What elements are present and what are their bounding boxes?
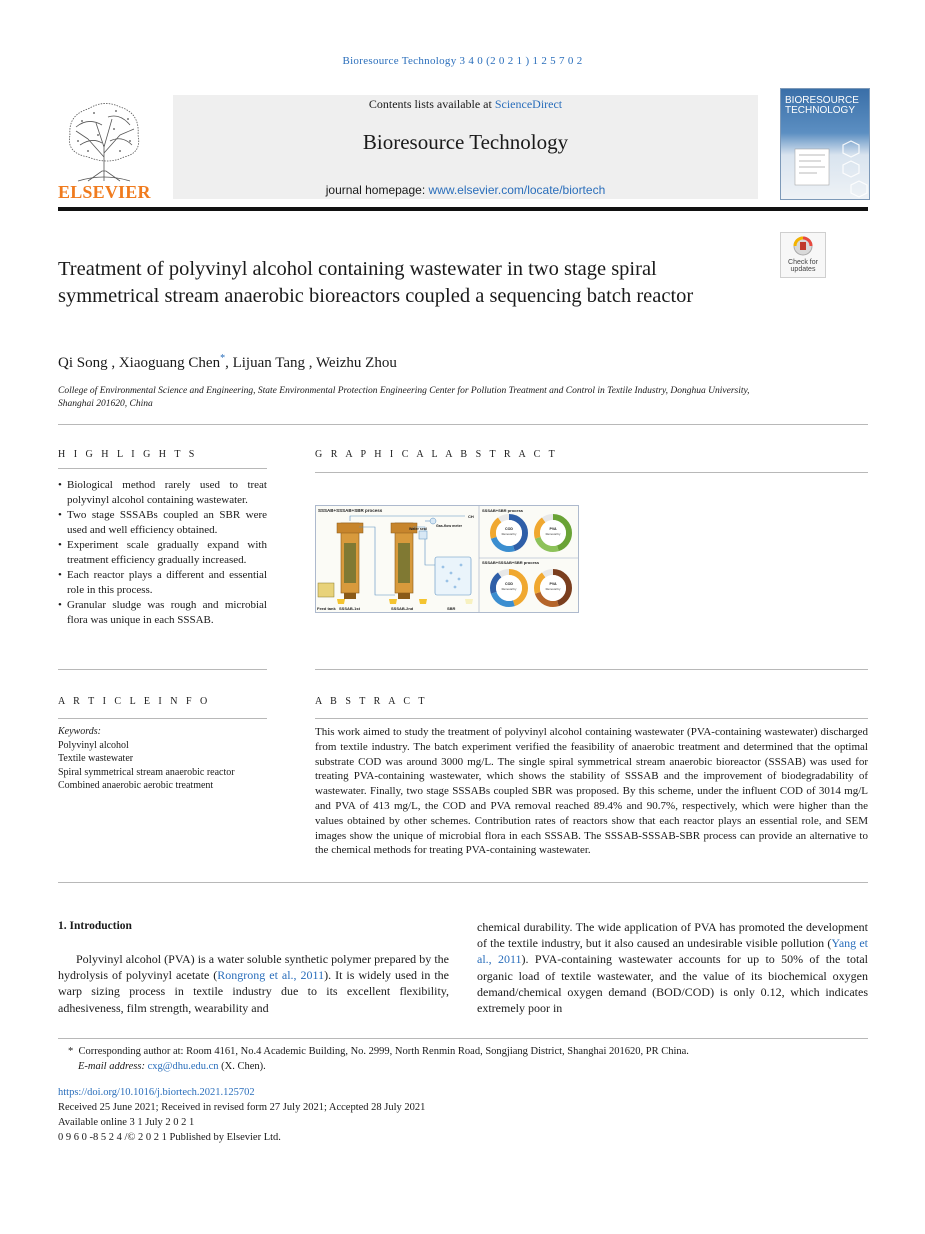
reference-link[interactable]: Rongrong et al., 2011 — [217, 968, 325, 983]
abstract-text: This work aimed to study the treatment of polyvinyl alcohol containing wastewater (PVA-containing wastewater) discharged from textile industry. The batch experiment verified the feasibility of anaerobic treatment and determined that the optimal substrate COD was around 3000 mg/L. The single spiral symmetrical stream anaerobic bioreactor (SSSAB) was used for treating PVA-containing wastewater, which shows the stability of SSSAB and the improvement of biodegradability of wastewater. Finally, two stage SSSABs coupled SBR was proposed. By this scheme, under the influent COD of 3014 mg/L and PVA of 413 mg/L, the COD and PVA removal reached 89.4% and 90.7%, respectively, which were higher than the values obtained by other schemes. Contribution rates of reactors show that each reactor plays an essential role, and SEM images show the unique of microbial flora in each SSSAB. The SSSAB-SSSAB-SBR process can provide an alternative to the chemical methods for treating PVA-containing wastewater. — [315, 726, 868, 857]
highlight-item: • Experiment scale gradually expand with treatment efficiency gradually increased. — [58, 538, 267, 568]
journal-name: Bioresource Technology — [362, 130, 569, 154]
intro-text: ). It is widely used in the warp sizing process in textile industry due to its excellent flexibility, adhesiveness, film strength, wearability and — [58, 968, 450, 1015]
author-affiliation: College of Environmental Science and Engineering, State Environmental Protection Engineering Center for Pollution Treatment and Control in Textile Industry, Donghua University, Shanghai 201620, China — [58, 386, 750, 409]
highlights-list — [58, 478, 267, 628]
homepage-link[interactable]: www.elsevier.com/locate/biortech — [428, 183, 606, 197]
check-updates-label: Check for updates — [788, 259, 818, 273]
ga-sssab-2nd-label: SSSAB-2nd — [391, 606, 414, 611]
keyword-item: Polyvinyl alcohol — [58, 739, 129, 751]
corresponding-author-mark[interactable]: * — [220, 353, 226, 364]
authors-rest: , Lijuan Tang , Weizhu Zhou — [225, 355, 397, 371]
intro-text: ). PVA-containing wastewater accounts for up to 50% of the total organic load of textile wastewater, and the value of its biochemical oxygen demand/chemical oxygen demand (BOD/COD) is only 0.12, which indicates extremely poor in — [477, 952, 868, 1016]
graphical-abstract-rule-top — [315, 472, 868, 473]
journal-homepage-line — [173, 183, 758, 197]
footnote-divider — [58, 1038, 868, 1039]
sciencedirect-link[interactable]: ScienceDirect — [494, 97, 563, 111]
cover-art — [781, 89, 869, 199]
highlights-rule-top — [58, 468, 267, 469]
highlight-item: • Granular sludge was rough and microbial flora was unique in each SSSAB. — [58, 598, 267, 628]
ga-donut-label-pva-bottom: PVA — [549, 582, 557, 586]
contents-available-line — [173, 97, 758, 112]
ga-donut-sub-cod-bottom: Removal by — [501, 587, 517, 591]
ga-bottom-panel-title: SSSAB+SSSAB+SBR process — [482, 560, 540, 565]
elsevier-wordmark: ELSEVIER — [58, 182, 151, 202]
highlights-heading: H I G H L I G H T S — [58, 449, 198, 460]
graphical-abstract-heading: G R A P H I C A L A B S T R A C T — [315, 449, 558, 460]
author-list — [58, 353, 397, 372]
ga-gas-flow-meter-label: Gas-flow meter — [436, 524, 462, 528]
ga-feed-tank-label: Feed tank — [317, 606, 336, 611]
introduction-heading: 1. Introduction — [58, 920, 132, 932]
ga-feed-tank-shape — [318, 583, 334, 597]
ga-process-title: SSSAB+SSSAB+SBR process — [318, 508, 383, 513]
ga-cup — [389, 599, 397, 604]
footnote-mark: * — [68, 1046, 74, 1057]
ga-sbr-shape — [435, 557, 471, 595]
homepage-prefix: journal homepage: — [325, 183, 429, 197]
received-dates: Received 25 June 2021; Received in revised form 27 July 2021; Accepted 28 July 2021 — [58, 1102, 426, 1113]
journal-citation[interactable]: Bioresource Technology 3 4 0 (2 0 2 1 ) 1 2 5 7 0 2 — [342, 55, 583, 67]
issn-copyright: 0 9 6 0 -8 5 2 4 /© 2 0 2 1 Published by Elsevier Ltd. — [58, 1132, 281, 1143]
highlight-item: • Two stage SSSABs coupled an SBR were used and well efficiency obtained. — [58, 508, 267, 538]
contents-prefix: Contents lists available at — [368, 97, 495, 111]
highlight-item: • Biological method rarely used to treat polyvinyl alcohol containing wastewater. — [58, 478, 267, 508]
ga-sssab-1st-label: SSSAB-1st — [339, 606, 360, 611]
ga-ch4-label: CH — [468, 514, 474, 519]
ga-cup — [337, 599, 345, 604]
cover-title: BIORESOURCE TECHNOLOGY — [785, 95, 859, 116]
article-title: Treatment of polyvinyl alcohol containing wastewater in two stage spiral symmetrical stream anaerobic bioreactors coupled a sequencing batch reactor — [58, 258, 694, 307]
keyword-item: Spiral symmetrical stream anaerobic reactor — [58, 766, 235, 778]
graphical-abstract-figure[interactable] — [315, 505, 579, 613]
ga-reactor-1 — [337, 523, 363, 599]
abstract-rule-bottom — [58, 882, 868, 883]
introduction-column-1 — [58, 951, 449, 1016]
journal-cover-thumbnail[interactable] — [780, 88, 870, 200]
check-updates-icon — [793, 236, 813, 258]
article-metadata — [58, 1085, 658, 1145]
keyword-item: Combined anaerobic aerobic treatment — [58, 780, 214, 791]
reference-link[interactable]: Yang et al., 2011 — [477, 936, 868, 967]
ga-top-panel-title: SSSAB+SBR process — [482, 508, 524, 513]
abstract-rule-top — [315, 718, 868, 719]
intro-text: chemical durability. The wide application of PVA has promoted the development of the textile industry, but it also caused an undesirable visible pollution ( — [477, 920, 868, 951]
article-info-rule — [58, 718, 267, 719]
header-divider — [58, 207, 868, 211]
ga-reactor-2 — [391, 523, 417, 599]
highlight-item: • Each reactor plays a different and essential role in this process. — [58, 568, 267, 598]
ga-sbr-label: SBR — [447, 606, 456, 611]
available-online: Available online 3 1 July 2 0 2 1 — [58, 1117, 195, 1128]
ga-water-seal-shape — [419, 531, 427, 539]
article-info-heading: A R T I C L E I N F O — [58, 696, 211, 707]
ga-cup — [419, 599, 427, 604]
keyword-item: Textile wastewater — [58, 753, 134, 764]
ga-donut-label-cod-bottom: COD — [505, 582, 513, 586]
ga-donut-sub-pva-top: Removal by — [545, 532, 561, 536]
footnote-corresponding: Corresponding author at: Room 4161, No.4 Academic Building, No. 2999, North Renmin Road, Songjiang District, Shanghai 201620, PR China. — [78, 1046, 689, 1057]
ga-donut-label-pva-top: PVA — [549, 527, 557, 531]
author-email-link[interactable]: cxg@dhu.edu.cn — [147, 1061, 219, 1072]
ga-cup — [465, 599, 473, 604]
introduction-column-2 — [477, 919, 868, 1016]
ga-donut-label-cod-top: COD — [505, 527, 513, 531]
check-for-updates-badge[interactable] — [780, 232, 826, 278]
corresponding-author-footnote — [68, 1044, 858, 1074]
footnote-email-suffix: (X. Chen). — [218, 1061, 266, 1072]
graphical-abstract-rule-bottom — [315, 669, 868, 670]
intro-text: Polyvinyl alcohol (PVA) is a water soluble synthetic polymer prepared by the hydrolysis of polyvinyl acetate ( — [58, 952, 449, 983]
ga-donut-sub-pva-bottom: Removal by — [545, 587, 561, 591]
keywords-label: Keywords: — [58, 726, 101, 737]
ga-donut-sub-cod-top: Removal by — [501, 532, 517, 536]
keywords-block — [58, 725, 288, 793]
highlights-rule-bottom — [58, 669, 267, 670]
divider-after-affiliation — [58, 424, 868, 425]
doi-link[interactable]: https://doi.org/10.1016/j.biortech.2021.125702 — [58, 1087, 255, 1098]
authors-first: Qi Song , Xiaoguang Chen — [58, 355, 221, 371]
ga-water-seal-label: Water seal — [409, 527, 427, 531]
footnote-email-label: E-mail address: — [78, 1061, 145, 1072]
abstract-heading: A B S T R A C T — [315, 696, 428, 707]
